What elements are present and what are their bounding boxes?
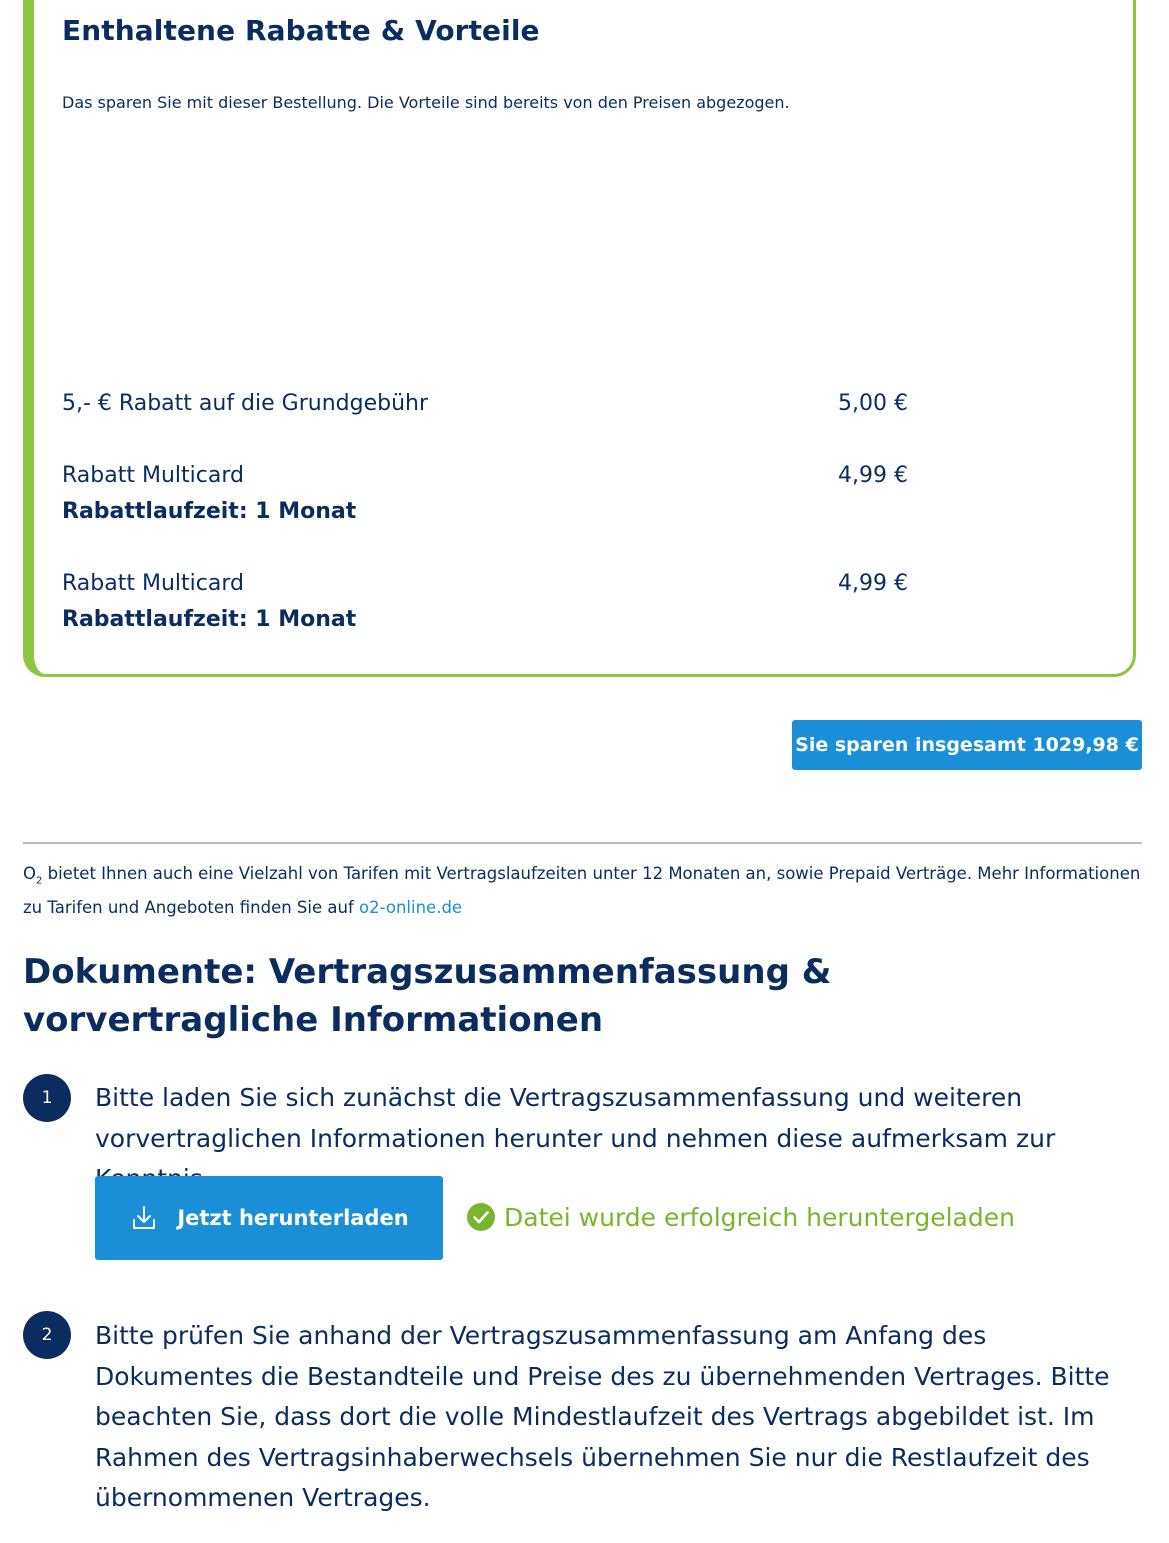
discount-name: Rabatt Multicard	[62, 571, 244, 596]
documents-title: Dokumente: Vertragszusammenfassung & vorvertragliche Informationen	[23, 952, 832, 1040]
step-number-2: 2	[23, 1311, 71, 1359]
discount-duration: Rabattlaufzeit: 1 Monat	[62, 607, 357, 632]
step-text-1: Bitte laden Sie sich zunächst die Vertragszusammenfassung und weiteren vorvertraglichen Informationen herunter und nehmen diese aufmerksam zur	[95, 1083, 1056, 1153]
brand-subscript: 2	[36, 875, 43, 887]
download-success-message	[466, 1200, 1015, 1234]
discount-name: Rabatt Multicard	[62, 463, 244, 488]
success-text: Datei wurde erfolgreich heruntergeladen	[504, 1202, 1015, 1232]
step-text-2: Bitte prüfen Sie anhand der Vertragszusammenfassung am Anfang des Dokumentes die Bestandteile und Preise des zu übernehmenden Vertrages. Bitte beachten Sie, dass dort die volle Mindestlaufzeit des Vertrags abgebildet ist. Im Rahmen des Vertragsinhaberwechsels übernehmen Sie nur die Restlaufzeit des übernommenen Vertrages.	[95, 1321, 1110, 1512]
discount-amount: 5,00 €	[838, 391, 908, 416]
step-number-1: 1	[23, 1074, 71, 1122]
discount-amount: 4,99 €	[838, 571, 908, 596]
discount-amount: 4,99 €	[838, 463, 908, 488]
info-text	[23, 860, 1143, 921]
discount-name: 5,- € Rabatt auf die Grundgebühr	[62, 391, 428, 416]
divider	[23, 842, 1142, 844]
discounts-card-subtitle: Das sparen Sie mit dieser Bestellung. Die Vorteile sind bereits von den Preisen abgezogen.	[62, 93, 790, 112]
o2-online-link[interactable]: o2-online.de	[359, 898, 463, 918]
discounts-card-title: Enthaltene Rabatte & Vorteile	[62, 14, 540, 47]
info-body: bietet Ihnen auch eine Vielzahl von Tarifen mit Vertragslaufzeiten unter 12 Monaten an, sowie Prepaid Verträge. Mehr Informationen zu Tarifen und Angeboten finden Sie auf	[23, 864, 1141, 918]
total-savings-badge: Sie sparen insgesamt 1029,98 €	[792, 720, 1142, 770]
check-circle-icon	[466, 1202, 496, 1232]
download-icon	[129, 1203, 159, 1233]
brand-o2	[23, 864, 43, 887]
download-button[interactable]	[95, 1176, 443, 1260]
brand-prefix: O	[23, 864, 36, 883]
download-button-label: Jetzt herunterladen	[177, 1206, 409, 1230]
discount-duration: Rabattlaufzeit: 1 Monat	[62, 499, 357, 524]
